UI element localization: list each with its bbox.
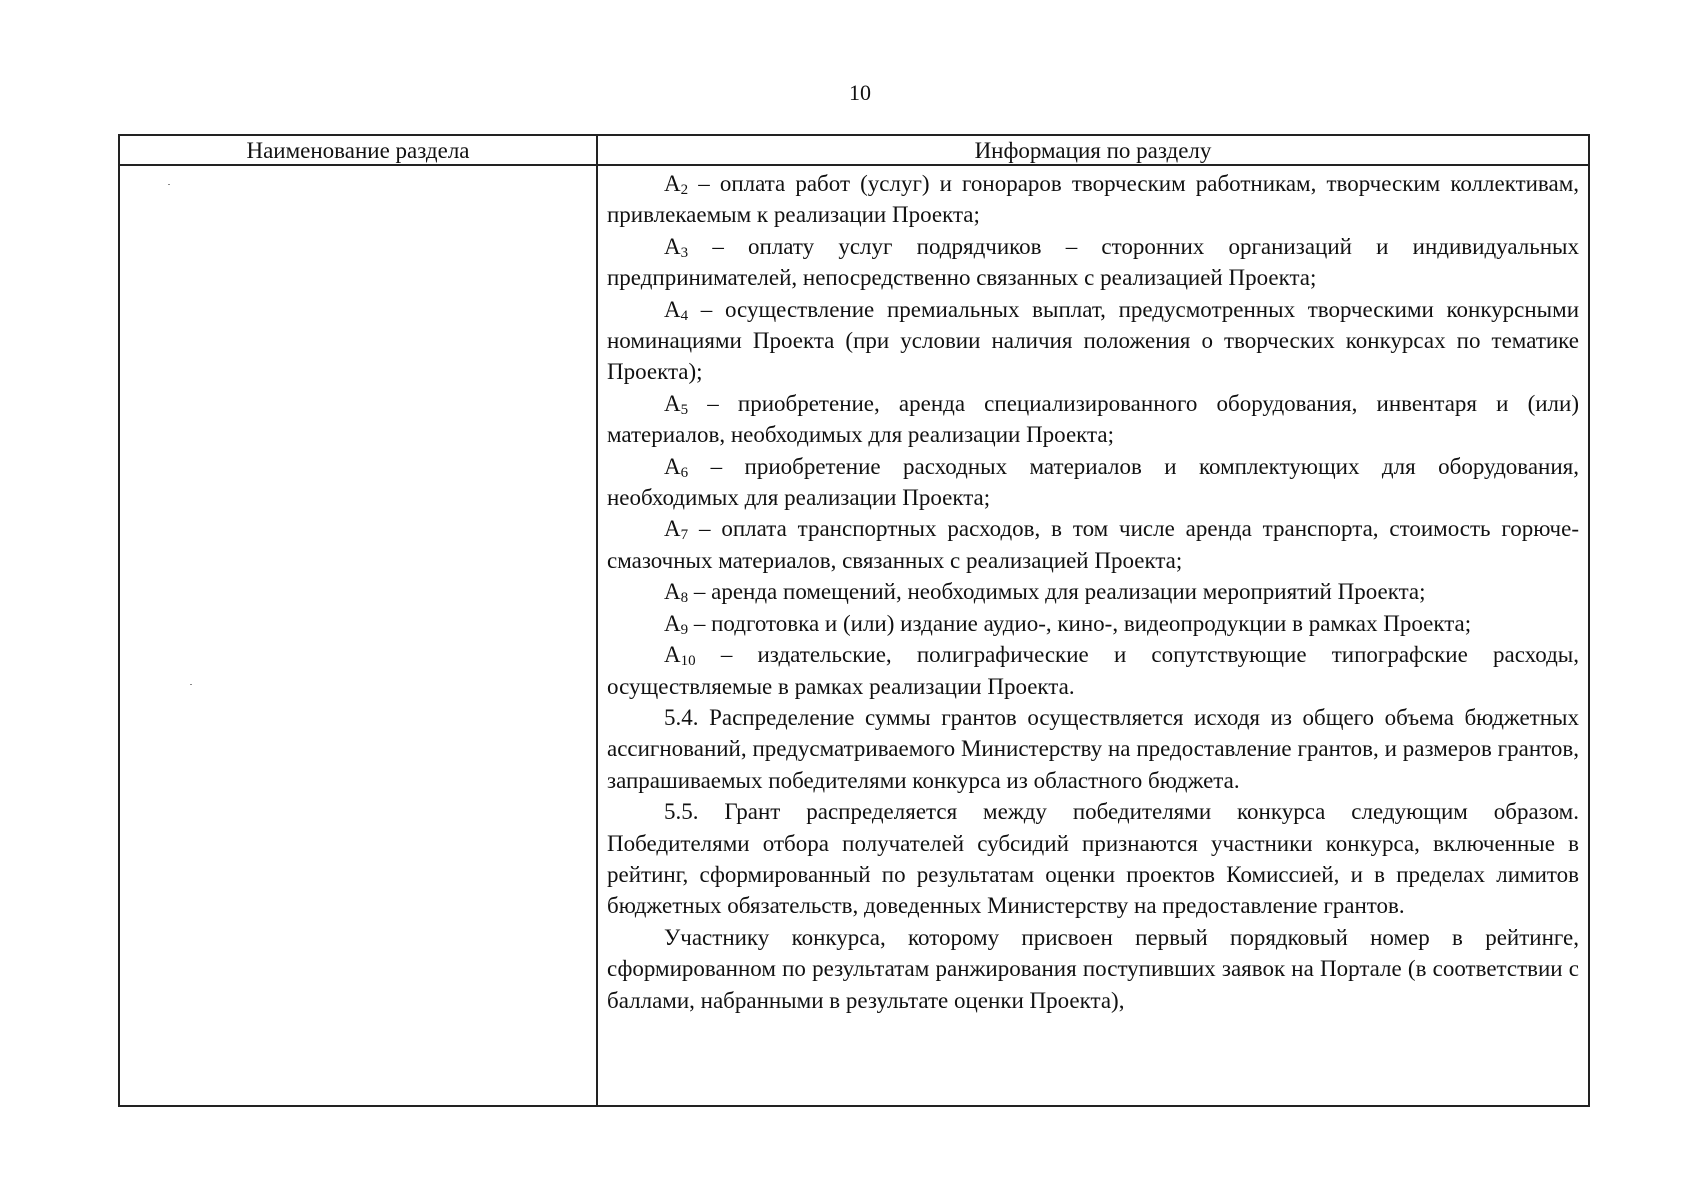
cost-symbol-index: 6 bbox=[680, 464, 689, 481]
cost-symbol: А bbox=[664, 296, 681, 322]
paragraph-text: Участнику конкурса, которому присвоен первый порядковый номер в рейтинге, сформированном по результатам ранжирования поступивших заявок на Портале (в соответствии с баллами, набранными в результате оценки Проекта), bbox=[607, 924, 1579, 1013]
cost-symbol: А bbox=[664, 453, 681, 479]
cost-symbol-index: 5 bbox=[680, 401, 689, 418]
scan-speck bbox=[168, 184, 170, 185]
section-table bbox=[118, 134, 1590, 1107]
paragraph-text: – подготовка и (или) издание аудио-, кино-, видеопродукции в рамках Проекта; bbox=[688, 610, 1472, 636]
cost-symbol-index: 4 bbox=[680, 307, 689, 324]
page-number: 10 bbox=[849, 80, 871, 105]
paragraph-text: – приобретение, аренда специализированного оборудования, инвентаря и (или) материалов, необходимых для реализации Проекта; bbox=[607, 390, 1579, 448]
paragraph-text: 5.4. Распределение суммы грантов осуществляется исходя из общего объема бюджетных ассигнований, предусматриваемого Министерству на предоставление грантов, и размеров грантов, запрашиваемых победителями конкурса из областного бюджета. bbox=[607, 704, 1579, 793]
cost-symbol-index: 3 bbox=[680, 244, 689, 261]
paragraph-a7 bbox=[607, 513, 1579, 576]
cost-symbol-index: 2 bbox=[680, 182, 689, 198]
cost-symbol-index: 10 bbox=[680, 653, 696, 670]
paragraph-5-5 bbox=[607, 796, 1579, 922]
table-header-row bbox=[120, 136, 1588, 166]
paragraph-a6 bbox=[607, 451, 1579, 514]
cost-symbol: А bbox=[664, 390, 681, 416]
cost-symbol-index: 7 bbox=[680, 527, 689, 544]
scan-speck bbox=[190, 684, 192, 685]
cost-symbol: А bbox=[664, 233, 681, 259]
paragraph-a2 bbox=[607, 168, 1579, 231]
paragraph-text: – оплата транспортных расходов, в том числе аренда транспорта, стоимость горюче-смазочных материалов, связанных с реализацией Проекта; bbox=[607, 516, 1579, 573]
paragraph-text: – издательские, полиграфические и сопутствующие типографские расходы, осуществляемые в рамках реализации Проекта. bbox=[607, 642, 1579, 699]
paragraph-a10 bbox=[607, 639, 1579, 702]
paragraph-a8 bbox=[607, 576, 1579, 607]
paragraph-text: – приобретение расходных материалов и комплектующих для оборудования, необходимых для реализации Проекта; bbox=[607, 453, 1579, 511]
section-info-cell bbox=[607, 168, 1579, 1016]
paragraph-first-rank bbox=[607, 922, 1579, 1016]
column-divider bbox=[596, 136, 598, 1105]
paragraph-a9 bbox=[607, 608, 1579, 639]
paragraph-text: 5.5. Грант распределяется между победителями конкурса следующим образом. Победителями отбора получателей субсидий признаются участники конкурса, включенные в рейтинг, сформированный по результатам оценки проектов Комиссией, и в пределах лимитов бюджетных обязательств, доведенных Министерству на предоставление грантов. bbox=[607, 799, 1579, 919]
cost-symbol: А bbox=[664, 642, 681, 668]
header-section-info: Информация по разделу bbox=[974, 138, 1212, 163]
cost-symbol: А bbox=[664, 610, 681, 636]
cost-symbol: А bbox=[664, 579, 681, 605]
paragraph-text: – осуществление премиальных выплат, предусмотренных творческими конкурсными номинациями Проекта (при условии наличия положения о творческих конкурсах по тематике Проекта); bbox=[607, 296, 1579, 385]
cost-symbol-index: 8 bbox=[680, 590, 689, 607]
paragraph-a5 bbox=[607, 388, 1579, 451]
paragraph-text: – аренда помещений, необходимых для реализации мероприятий Проекта; bbox=[688, 579, 1426, 605]
paragraph-text: – оплату услуг подрядчиков – сторонних организаций и индивидуальных предпринимателей, непосредственно связанных с реализацией Проекта; bbox=[607, 233, 1579, 291]
paragraph-a3 bbox=[607, 231, 1579, 294]
paragraph-a4 bbox=[607, 294, 1579, 388]
header-section-name: Наименование раздела bbox=[246, 138, 470, 163]
cost-symbol-index: 9 bbox=[680, 621, 689, 638]
cost-symbol: А bbox=[664, 171, 681, 196]
paragraph-text: – оплата работ (услуг) и гонораров творческим работникам, творческим коллективам, привлекаемым к реализации Проекта; bbox=[607, 171, 1579, 228]
cost-symbol: А bbox=[664, 516, 681, 542]
paragraph-5-4 bbox=[607, 702, 1579, 796]
